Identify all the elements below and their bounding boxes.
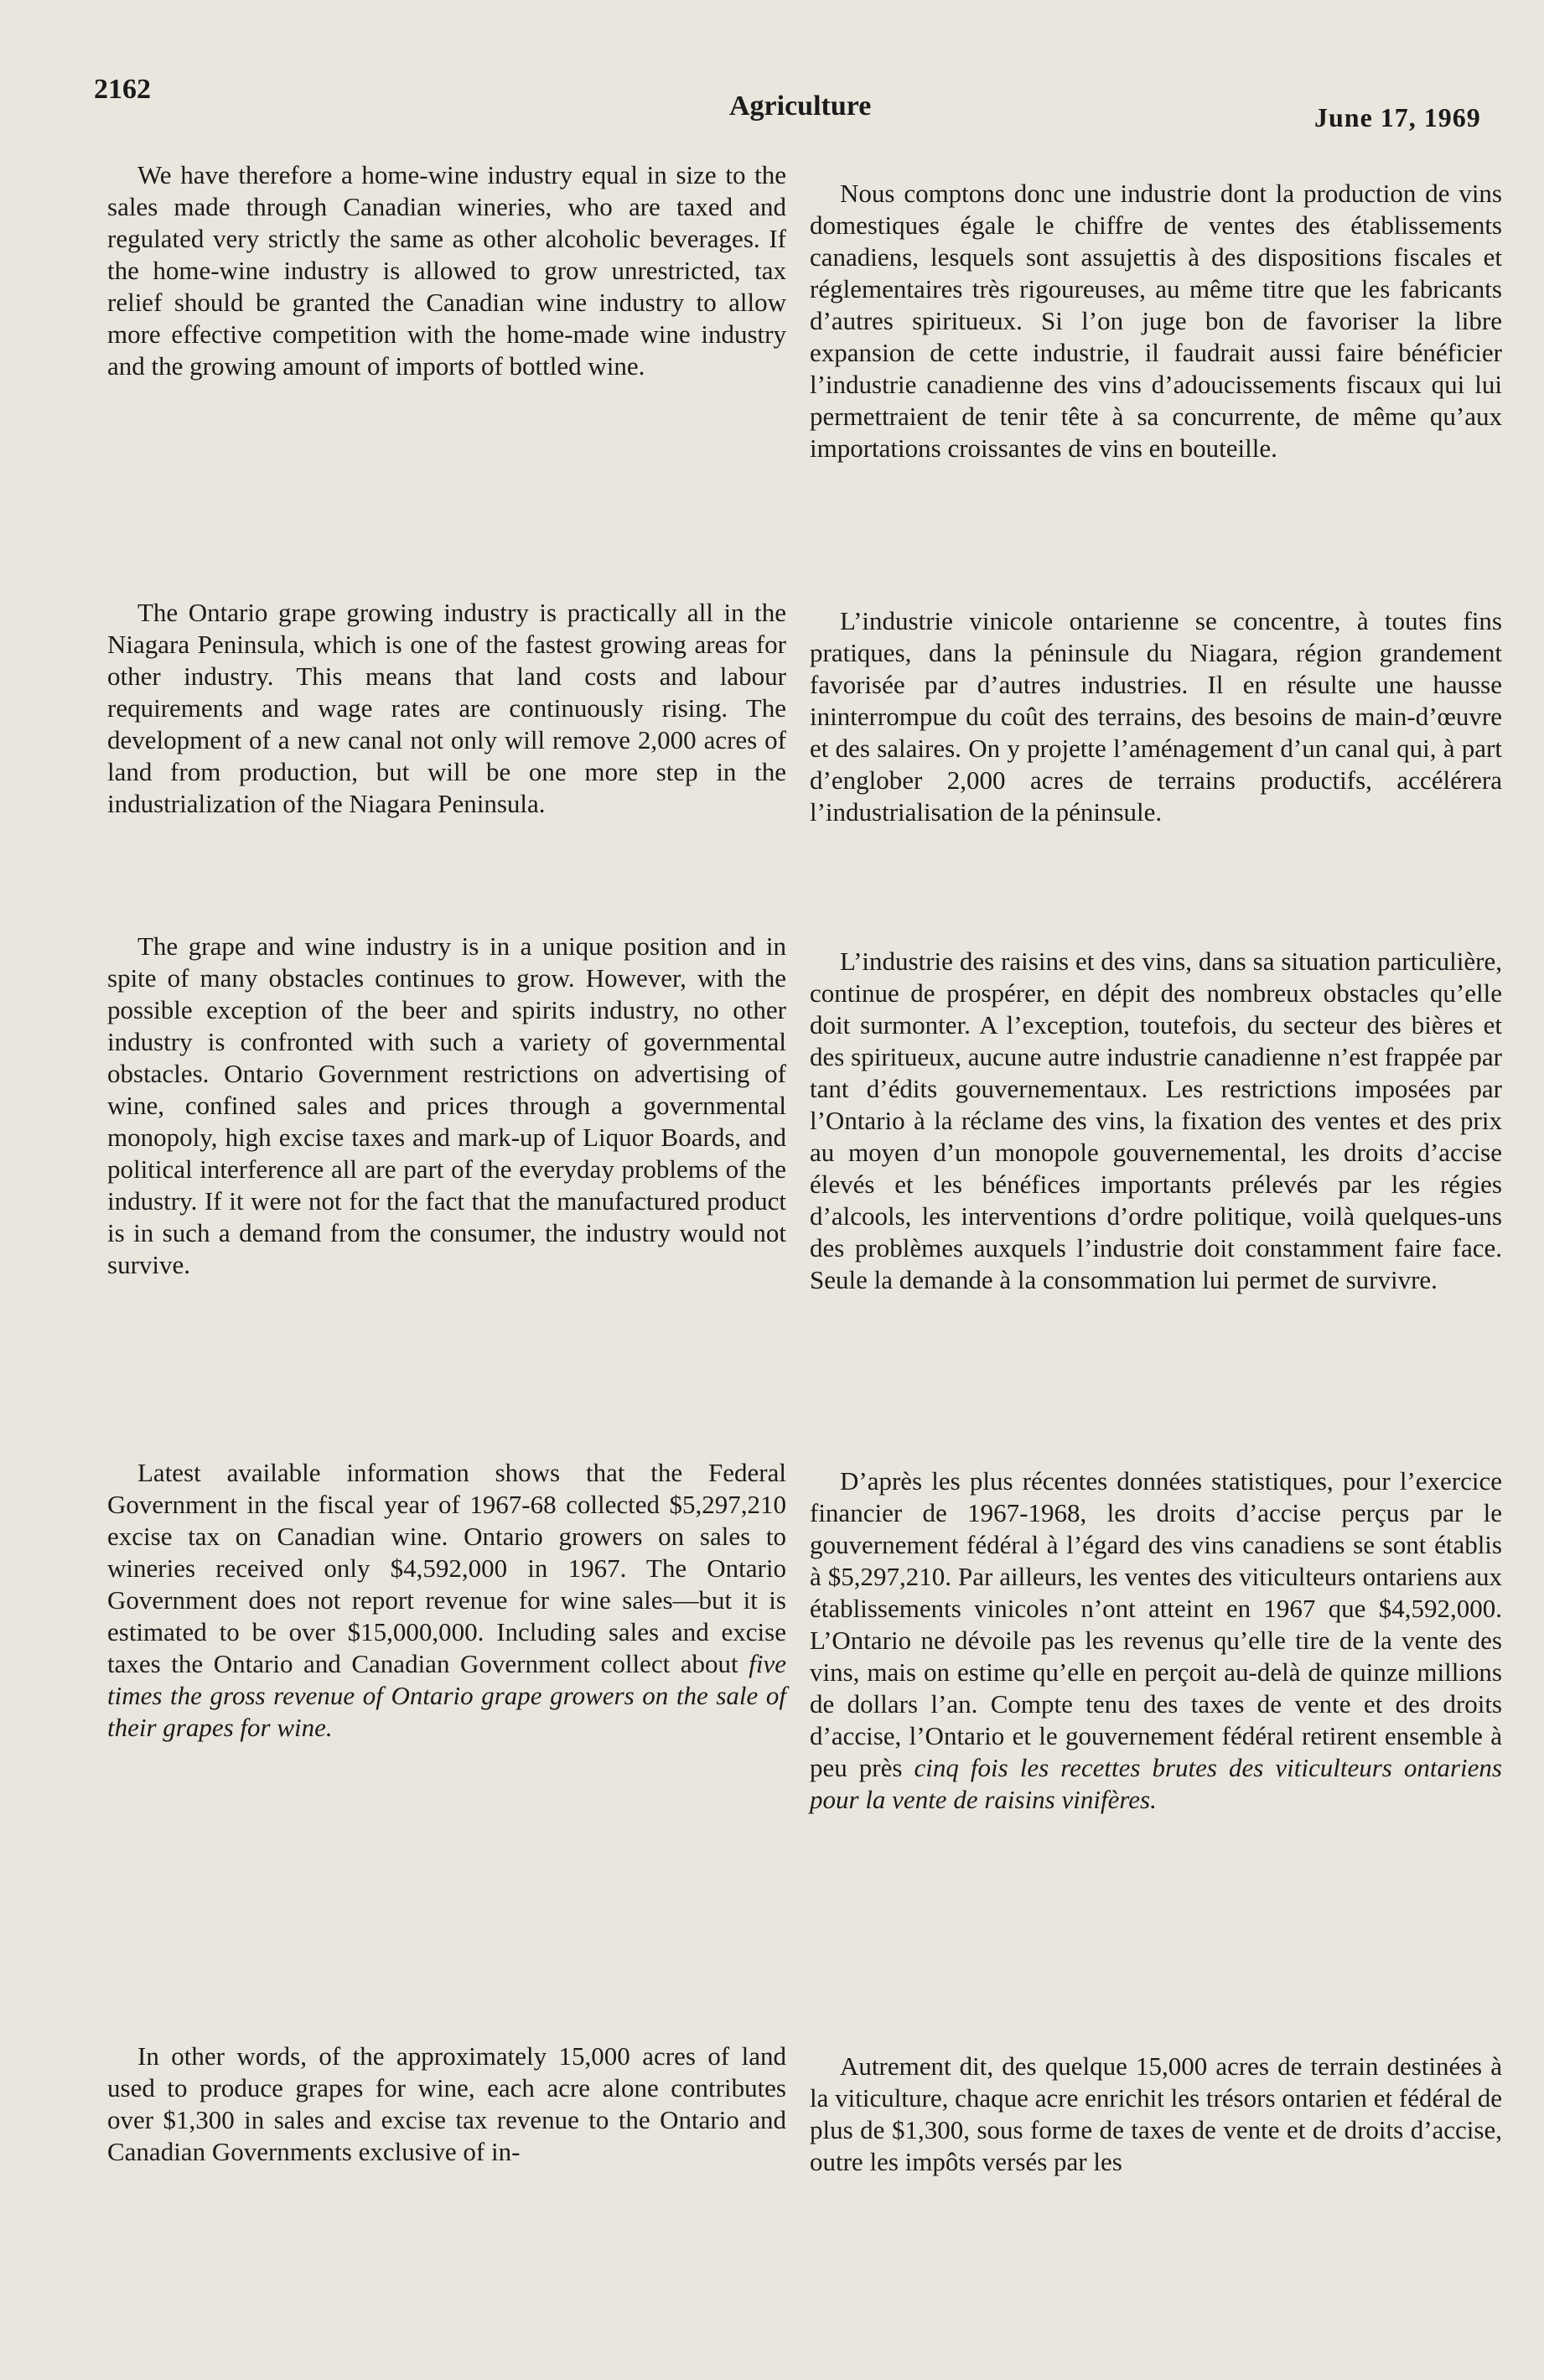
section-title: Agriculture [729, 91, 872, 122]
english-paragraph-4 [107, 1457, 786, 1744]
english-paragraph-2: The Ontario grape growing industry is practically all in the Niagara Peninsula, which is one of the fastest growing areas for other industry. This means that land costs and labour requirements and wage rates are continuously rising. The development of a new canal not only will remove 2,000 acres of land from production, but will be one more step in the industrialization of the Niagara Peninsula. [107, 598, 786, 818]
french-paragraph-5: Autrement dit, des quelque 15,000 acres de terrain destinées à la viticulture, chaque acre enrichit les trésors ontarien et fédéral de plus de $1,300, sous forme de taxes de vente et de droits d’accise, outre les impôts versés par les [810, 2051, 1502, 2176]
french-paragraph-2: L’industrie vinicole ontarienne se concentre, à toutes fins pratiques, dans la péninsule du Niagara, région grandement favorisée par d’autres industries. Il en résulte une hausse ininterrompue du coût des terrains, des besoins de main-d’œuvre et des salaires. On y projette l’aménagement d’un canal qui, à part d’englober 2,000 acres de terrains productifs, accélérera l’industrialisation de la péninsule. [810, 606, 1502, 827]
english-paragraph-4-emphasis: five times the gross revenue of Ontario grape growers on the sale of their grapes for wine. [107, 1649, 786, 1742]
french-paragraph-4 [810, 1465, 1502, 1816]
french-paragraph-4-text: D’après les plus récentes données statistiques, pour l’exercice financier de 1967-1968, les droits d’accise perçus par le gouvernement fédéral à l’égard des vins canadiens se sont établis à $5,297,210. Par ailleurs, les ventes des viticulteurs ontariens aux établissements vinicoles n’ont atteint en 1967 que $4,592,000. L’Ontario ne dévoile pas les revenus qu’elle tire de la vente des vins, mais on estime qu’elle en perçoit au-delà de quinze millions de dollars l’an. Compte tenu des taxes de vente et des droits d’accise, l’Ontario et le gouvernement fédéral retirent ensemble à peu près [810, 1466, 1502, 1782]
english-paragraph-1: We have therefore a home-wine industry equal in size to the sales made through Canadian wineries, who are taxed and regulated very strictly the same as other alcoholic beverages. If the home-wine industry is allowed to grow unrestricted, tax relief should be granted the Canadian wine industry to allow more effective competition with the home-made wine industry and the growing amount of imports of bottled wine. [107, 160, 786, 381]
french-paragraph-1: Nous comptons donc une industrie dont la production de vins domestiques égale le chiffre de ventes des établissements canadiens, lesquels sont assujettis à des dispositions fiscales et réglementaires très rigoureuses, au même titre que les fabricants d’autres spiritueux. Si l’on juge bon de favoriser la libre expansion de cette industrie, il faudrait aussi faire bénéficier l’industrie canadienne des vins d’adoucissements fiscaux qui lui permettraient de tenir tête à sa concurrente, de même qu’aux importations croissantes de vins en bouteille. [810, 179, 1502, 463]
french-paragraph-3: L’industrie des raisins et des vins, dans sa situation particulière, continue de prospérer, en dépit des nombreux obstacles qu’elle doit surmonter. A l’exception, toutefois, du secteur des bières et des spiritueux, aucune autre industrie canadienne n’est frappée par tant d’édits gouvernementaux. Les restrictions imposées par l’Ontario à la réclame des vins, la fixation des ventes et des prix au moyen d’un monopole gouvernemental, les droits d’accise élevés et les bénéfices importants prélevés par les régies d’alcools, les interventions d’ordre politique, voilà quelques-uns des problèmes auxquels l’industrie doit constamment faire face. Seule la demande à la consommation lui permet de survivre. [810, 946, 1502, 1294]
page-number: 2162 [94, 74, 151, 105]
french-paragraph-4-emphasis: cinq fois les recettes brutes des viticulteurs ontariens pour la vente de raisins vinifères. [810, 1753, 1502, 1814]
english-paragraph-3: The grape and wine industry is in a unique position and in spite of many obstacles continues to grow. However, with the possible exception of the beer and spirits industry, no other industry is confronted with such a variety of governmental obstacles. Ontario Government restrictions on advertising of wine, confined sales and prices through a governmental monopoly, high excise taxes and mark-up of Liquor Boards, and political interference all are part of the everyday problems of the industry. If it were not for the fact that the manufactured product is in such a demand from the consumer, the industry would not survive. [107, 931, 786, 1279]
page-date: June 17, 1969 [1314, 102, 1481, 132]
english-paragraph-4-text: Latest available information shows that the Federal Government in the fiscal year of 1967-68 collected $5,297,210 excise tax on Canadian wine. Ontario growers on sales to wineries received only $4,592,000 in 1967. The Ontario Government does not report revenue for wine sales—but it is estimated to be over $15,000,000. Including sales and excise taxes the Ontario and Canadian Government collect about [107, 1458, 786, 1678]
english-paragraph-5: In other words, of the approximately 15,000 acres of land used to produce grapes for wine, each acre alone contributes over $1,300 in sales and excise tax revenue to the Ontario and Canadian Governments exclusive of in- [107, 2041, 786, 2166]
